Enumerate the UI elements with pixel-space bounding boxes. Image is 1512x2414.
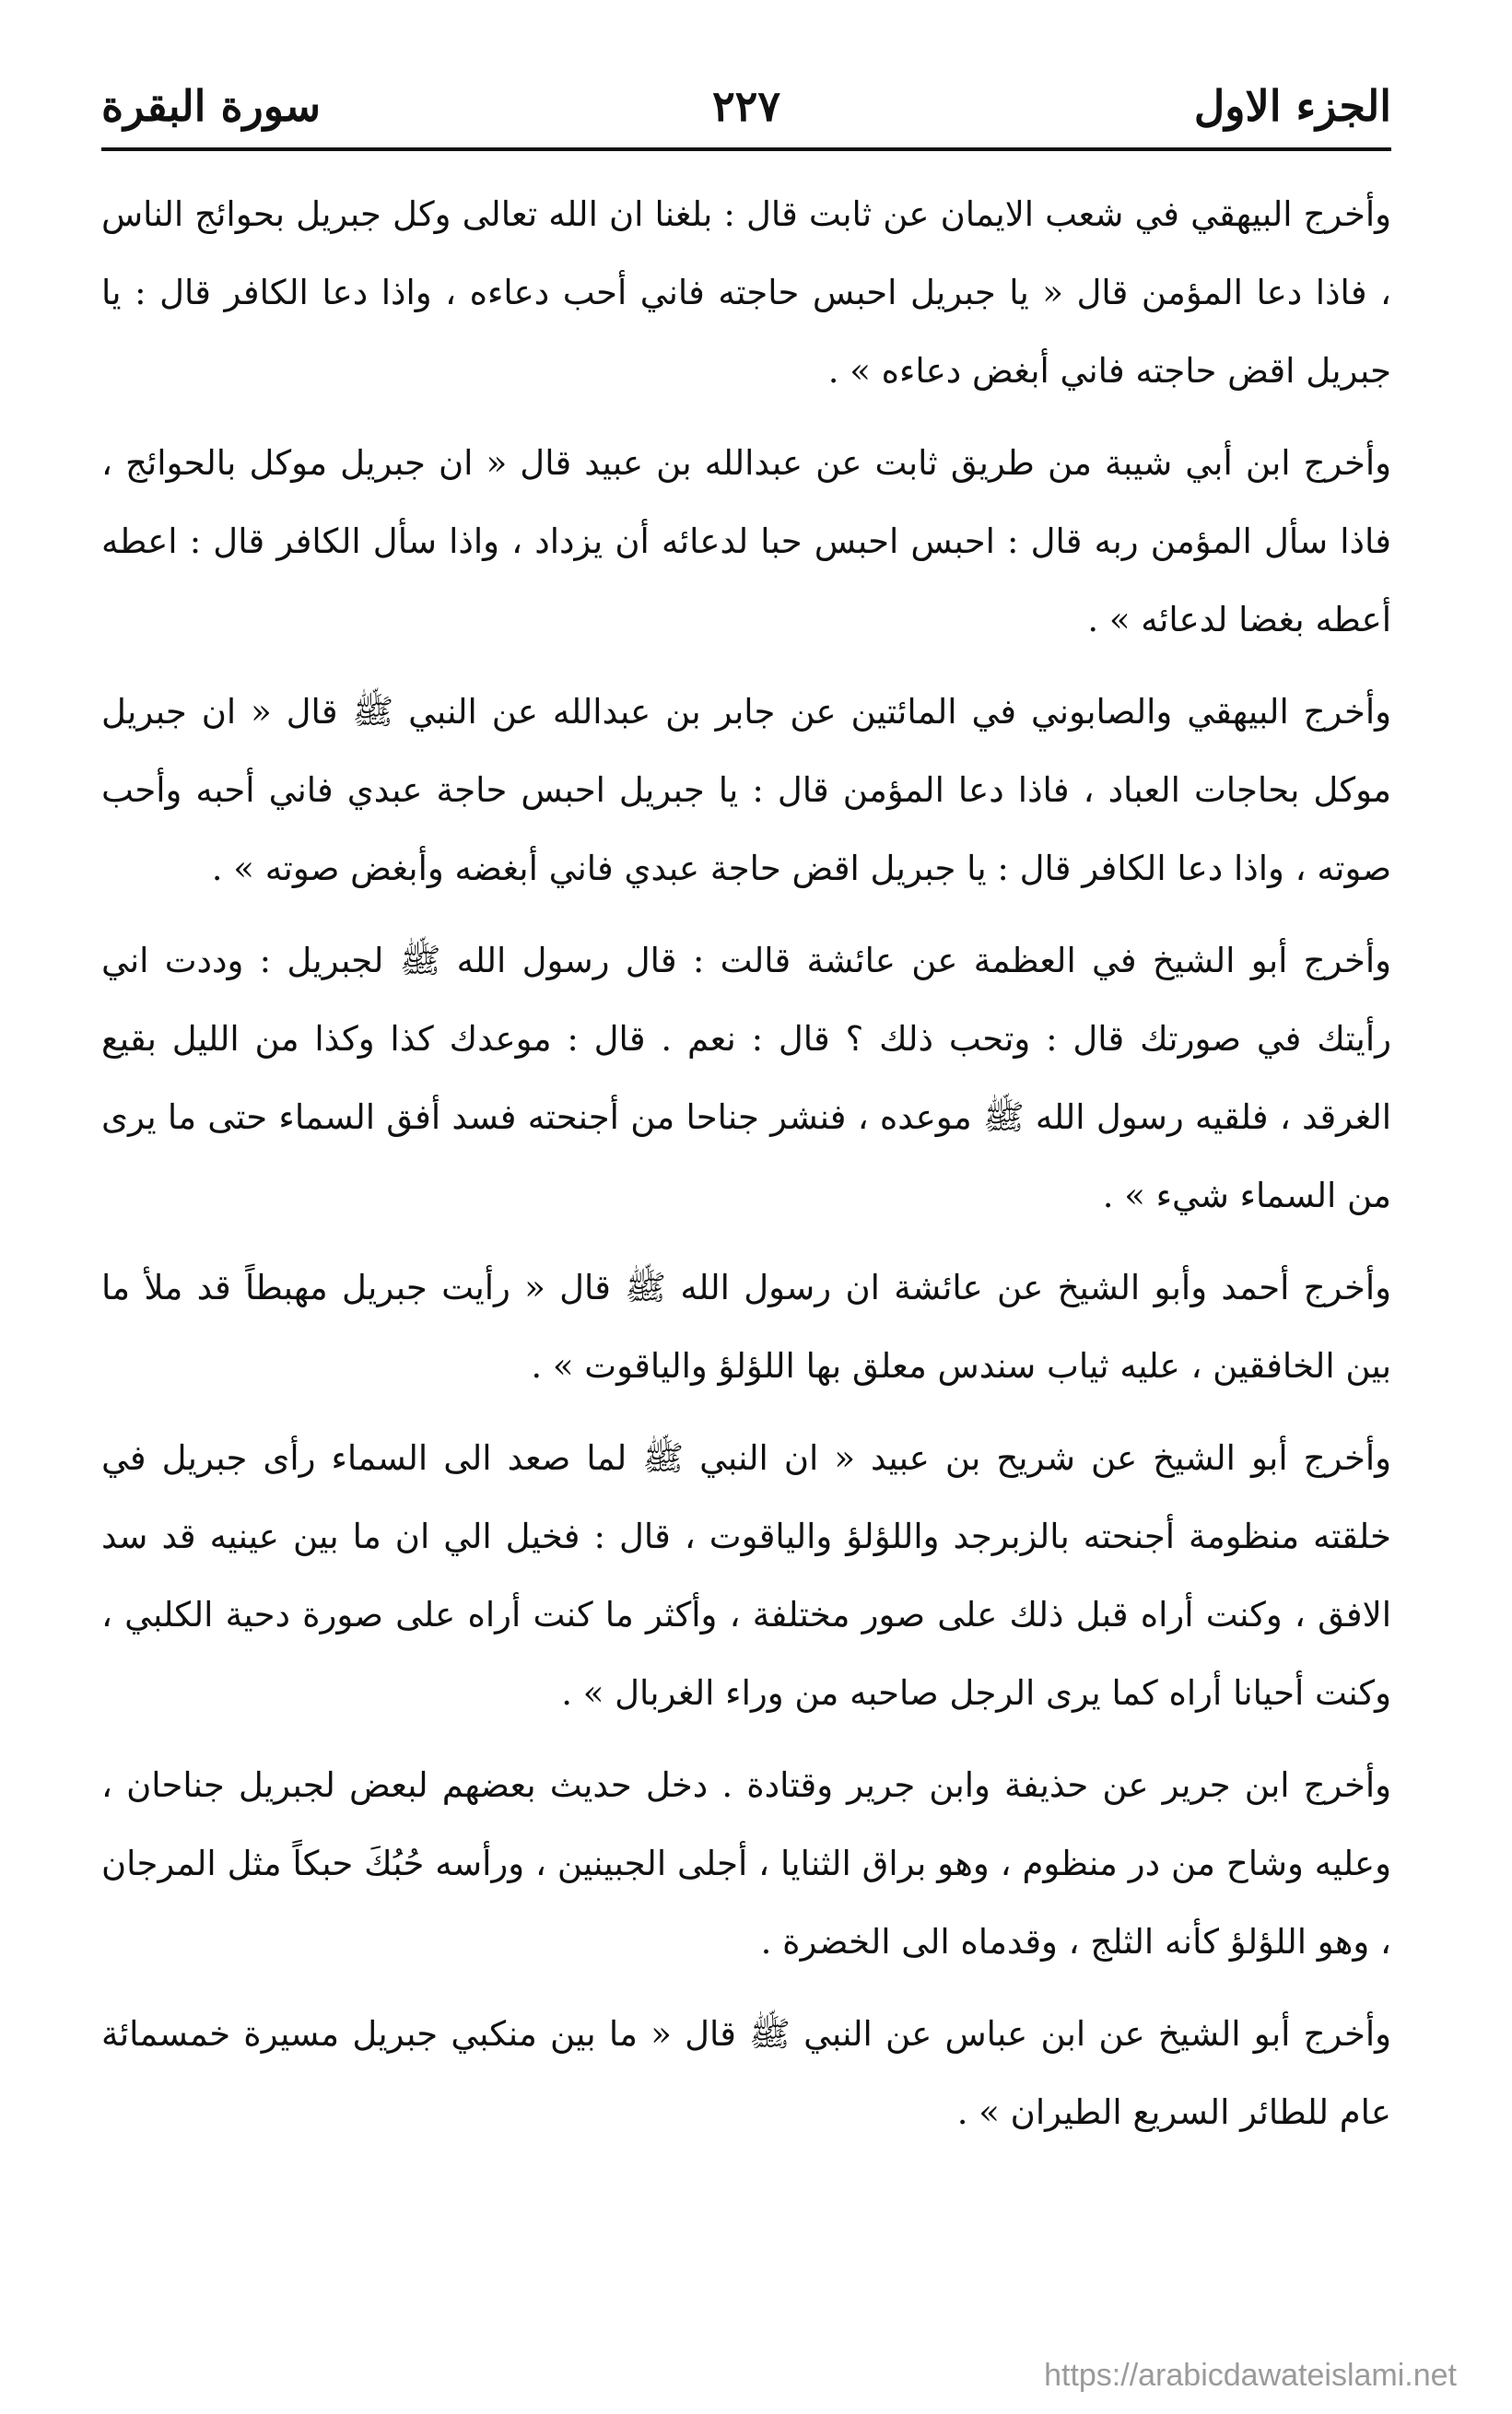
paragraph: وأخرج ابن أبي شيبة من طريق ثابت عن عبدالله بن عبيد قال « ان جبريل موكل بالحوائج ، فاذا سأل المؤمن ربه قال : احبس احبس حبا لدعائه أن يزداد ، واذا سأل الكافر قال : اعطه أعطه بغضا لدعائه » . — [101, 443, 1391, 639]
paragraph: وأخرج أبو الشيخ في العظمة عن عائشة قالت : قال رسول الله ﷺ لجبريل : وددت اني رأيتك في صورتك قال : وتحب ذلك ؟ قال : نعم . قال : موعدك كذا وكذا من الليل بقيع الغرقد ، فلقيه رسول الله ﷺ موعده ، فنشر جناحا من أجنحته فسد أفق السماء حتى ما يرى من السماء شيء » . — [101, 941, 1391, 1215]
paragraph: وأخرج ابن جرير عن حذيفة وابن جرير وقتادة . دخل حديث بعضهم لبعض لجبريل جناحان ، وعليه وشاح من در منظوم ، وهو براق الثنايا ، أجلى الجبينين ، ورأسه حُبُكَ حبكاً مثل المرجان ، وهو اللؤلؤ كأنه الثلج ، وقدماه الى الخضرة . — [101, 1765, 1391, 1962]
page-header — [101, 64, 1391, 151]
paragraph: وأخرج أبو الشيخ عن ابن عباس عن النبي ﷺ قال « ما بين منكبي جبريل مسيرة خمسمائة عام للطائر السريع الطيران » . — [101, 2014, 1391, 2132]
book-page — [101, 64, 1391, 2331]
surah-label: سورة البقرة — [101, 81, 322, 131]
part-label: الجزء الاول — [1193, 81, 1391, 131]
source-watermark: https://arabicdawateislami.net — [1044, 2358, 1457, 2393]
page-number: ٢٢٧ — [711, 81, 781, 131]
page-body — [101, 175, 1391, 2165]
paragraph: وأخرج البيهقي في شعب الايمان عن ثابت قال : بلغنا ان الله تعالى وكل جبريل بحوائج الناس ، فاذا دعا المؤمن قال « يا جبريل احبس حاجته فاني أحب دعاءه ، واذا دعا الكافر قال : يا جبريل اقض حاجته فاني أبغض دعاءه » . — [101, 194, 1391, 391]
paragraph: وأخرج أبو الشيخ عن شريح بن عبيد « ان النبي ﷺ لما صعد الى السماء رأى جبريل في خلقته منظومة أجنحته بالزبرجد واللؤلؤ والياقوت ، قال : فخيل الي ان ما بين عينيه قد سد الافق ، وكنت أراه قبل ذلك على صور مختلفة ، وأكثر ما كنت أراه على صورة دحية الكلبي ، وكنت أحيانا أراه كما يرى الرجل صاحبه من وراء الغربال » . — [101, 1438, 1391, 1713]
paragraph: وأخرج أحمد وأبو الشيخ عن عائشة ان رسول الله ﷺ قال « رأيت جبريل مهبطاً قد ملأ ما بين الخافقين ، عليه ثياب سندس معلق بها اللؤلؤ والياقوت » . — [101, 1268, 1391, 1386]
paragraph: وأخرج البيهقي والصابوني في المائتين عن جابر بن عبدالله عن النبي ﷺ قال « ان جبريل موكل بحاجات العباد ، فاذا دعا المؤمن قال : يا جبريل احبس حاجة عبدي فاني أحبه وأحب صوته ، واذا دعا الكافر قال : يا جبريل اقض حاجة عبدي فاني أبغضه وأبغض صوته » . — [101, 692, 1391, 888]
